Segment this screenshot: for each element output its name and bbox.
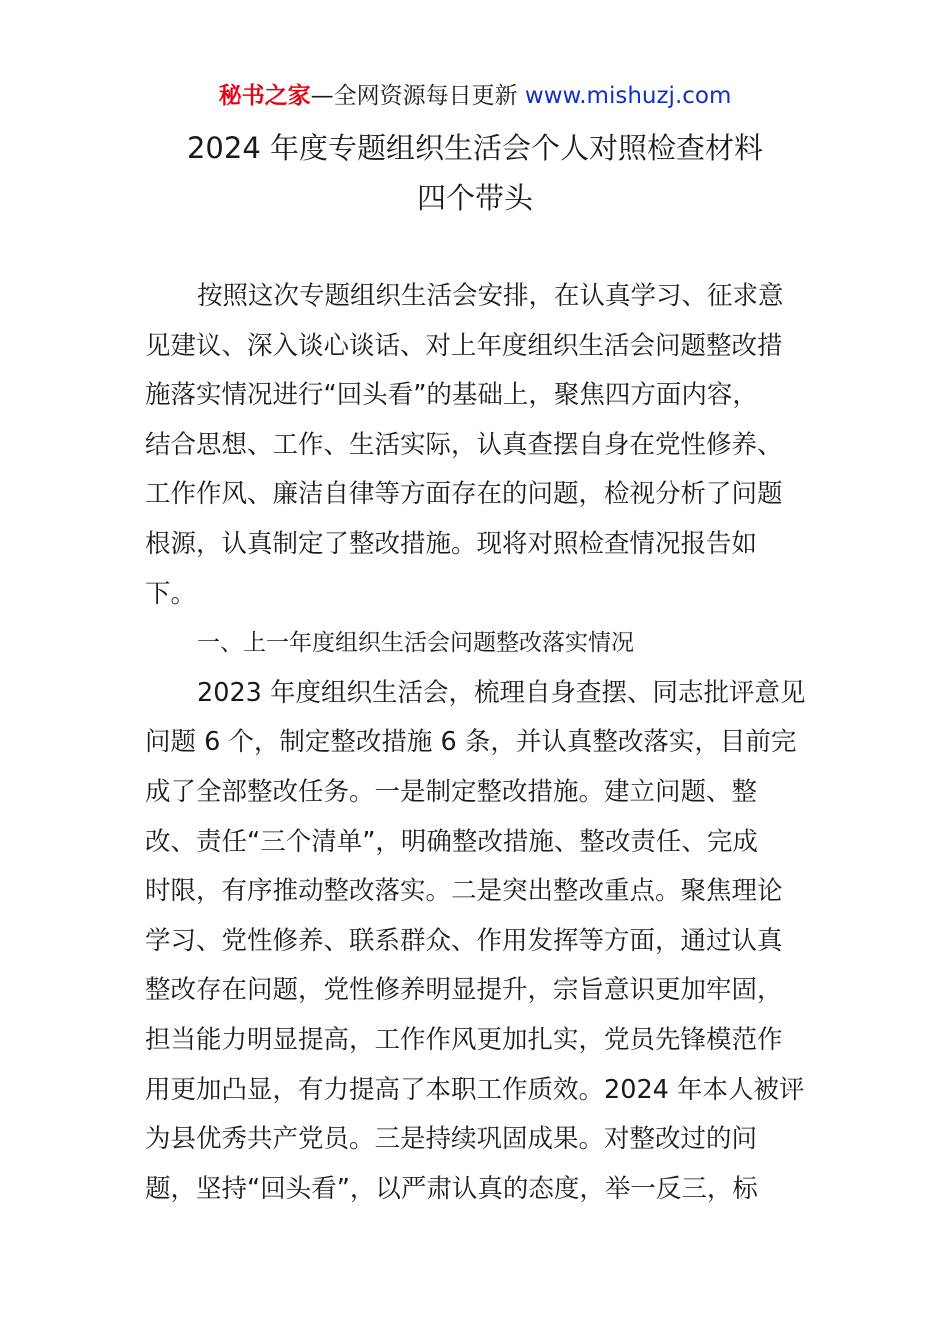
body-line: 结合思想、工作、生活实际，认真查摆自身在党性修养、: [145, 429, 783, 460]
body-line: 问题 6 个，制定整改措施 6 条，并认真整改落实，目前完: [145, 727, 797, 758]
body-line: 成了全部整改任务。一是制定整改措施。建立问题、整: [145, 776, 758, 807]
body-line: 整改存在问题，党性修养明显提升，宗旨意识更加牢固，: [145, 975, 783, 1006]
body-line: 根源，认真制定了整改措施。现将对照检查情况报告如: [145, 528, 758, 559]
body-line: 改、责任“三个清单”，明确整改措施、整改责任、完成: [145, 826, 758, 857]
body-line: 2023 年度组织生活会，梳理自身查摆、同志批评意见: [197, 677, 806, 708]
site-banner: [0, 80, 950, 112]
body-line: 担当能力明显提高，工作作风更加扎实，党员先锋模范作: [145, 1024, 783, 1055]
document-body: [145, 272, 810, 1214]
body-line: 下。: [145, 578, 197, 609]
site-url-link[interactable]: www.mishuzj.com: [524, 83, 732, 109]
body-line: 见建议、深入谈心谈话、对上年度组织生活会问题整改措: [145, 330, 783, 361]
body-line: 用更加凸显，有力提高了本职工作质效。2024 年本人被评: [145, 1074, 805, 1105]
body-line: 学习、党性修养、联系群众、作用发挥等方面，通过认真: [145, 925, 783, 956]
document-title: 2024 年度专题组织生活会个人对照检查材料: [186, 131, 764, 165]
body-line: 工作作风、廉洁自律等方面存在的问题，检视分析了问题: [145, 479, 783, 510]
banner-slogan: —全网资源每日更新: [310, 83, 518, 109]
section-heading: 一、上一年度组织生活会问题整改落实情况: [197, 630, 634, 657]
body-line: 施落实情况进行“回头看”的基础上，聚焦四方面内容，: [145, 380, 758, 411]
body-line: 题，坚持“回头看”，以严肃认真的态度，举一反三，标: [145, 1173, 758, 1204]
body-line: 按照这次专题组织生活会安排，在认真学习、征求意: [197, 281, 784, 311]
document-subtitle: 四个带头: [416, 181, 533, 215]
body-line: 时限，有序推动整改落实。二是突出整改重点。聚焦理论: [145, 876, 783, 907]
brand-name: 秘书之家: [218, 83, 311, 109]
body-line: 为县优秀共产党员。三是持续巩固成果。对整改过的问: [145, 1124, 758, 1155]
